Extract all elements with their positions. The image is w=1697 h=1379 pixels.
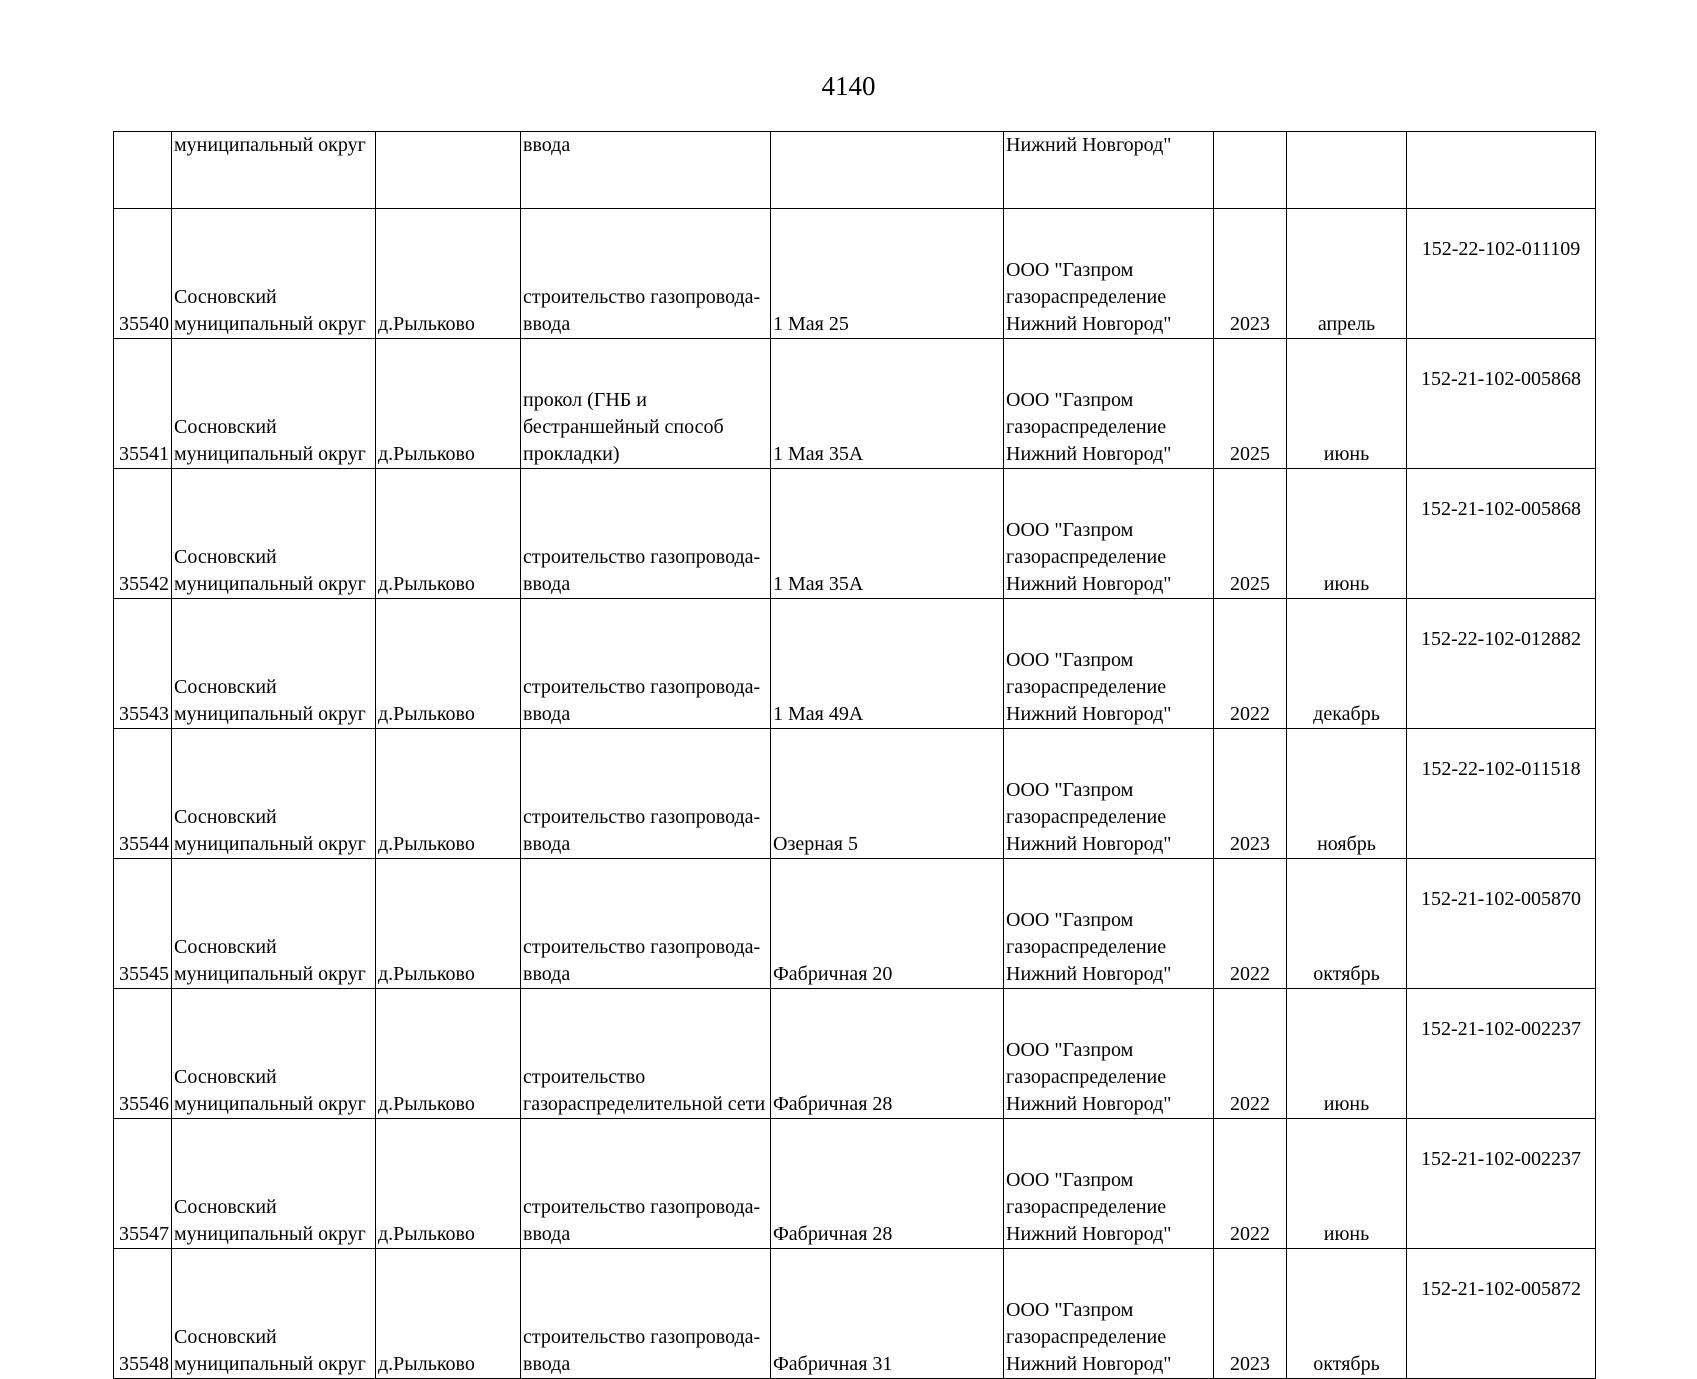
cell-code: 152-21-102-005870 bbox=[1407, 859, 1596, 989]
cell-year: 2023 bbox=[1214, 1249, 1287, 1379]
cell-address: 1 Мая 35А bbox=[771, 469, 1004, 599]
cell-work bbox=[521, 339, 771, 469]
table-row bbox=[114, 1249, 1596, 1379]
cell-month: июнь bbox=[1287, 339, 1407, 469]
cell-district-line: муниципальный округ bbox=[174, 963, 366, 985]
cell-district-line: муниципальный округ bbox=[174, 1093, 366, 1115]
cell-org bbox=[1004, 599, 1214, 729]
cell-year: 2022 bbox=[1214, 989, 1287, 1119]
cell-district bbox=[172, 339, 376, 469]
cell-work bbox=[521, 1119, 771, 1249]
cell-district-line: муниципальный округ bbox=[174, 313, 366, 335]
cell-address: 1 Мая 35А bbox=[771, 339, 1004, 469]
cell-district-line: Сосновский bbox=[174, 546, 277, 568]
cell-month: июнь bbox=[1287, 469, 1407, 599]
cell-settlement: д.Рыльково bbox=[376, 1249, 521, 1379]
cell-address: Фабричная 28 bbox=[771, 1119, 1004, 1249]
cell-district-line: муниципальный округ bbox=[174, 443, 366, 465]
table-row bbox=[114, 1119, 1596, 1249]
cell-settlement: д.Рыльково bbox=[376, 469, 521, 599]
table-row bbox=[114, 339, 1596, 469]
cell-org bbox=[1004, 1249, 1214, 1379]
cell-num: 35542 bbox=[114, 469, 172, 599]
cell-settlement: д.Рыльково bbox=[376, 729, 521, 859]
cell-district-line: Сосновский bbox=[174, 1326, 277, 1348]
cell-org-line: ООО "Газпром bbox=[1006, 649, 1134, 671]
cell-district bbox=[172, 469, 376, 599]
cell-org-line: ООО "Газпром bbox=[1006, 389, 1134, 411]
cell-org-line: Нижний Новгород" bbox=[1006, 1353, 1172, 1375]
cell-district bbox=[172, 1119, 376, 1249]
cell-org-line: газораспределение bbox=[1006, 546, 1167, 568]
cell-district bbox=[172, 599, 376, 729]
table-body bbox=[114, 132, 1596, 1379]
cell-org-line: ООО "Газпром bbox=[1006, 1299, 1134, 1321]
table-row bbox=[114, 989, 1596, 1119]
table-row bbox=[114, 469, 1596, 599]
cell-address: 1 Мая 49А bbox=[771, 599, 1004, 729]
cell-org-line: ООО "Газпром bbox=[1006, 1169, 1134, 1191]
page-number: 4140 bbox=[821, 71, 876, 101]
cell-year: 2025 bbox=[1214, 469, 1287, 599]
cell-district-line: Сосновский bbox=[174, 936, 277, 958]
cell-num: 35540 bbox=[114, 209, 172, 339]
cell-code bbox=[1407, 132, 1596, 209]
cell-work-line: строительство bbox=[523, 1066, 646, 1088]
continuation-row bbox=[114, 132, 1596, 209]
cell-district-line: муниципальный округ bbox=[174, 573, 366, 595]
cell-month: октябрь bbox=[1287, 1249, 1407, 1379]
cell-district-line: Сосновский bbox=[174, 1066, 277, 1088]
cell-org-line: Нижний Новгород" bbox=[1006, 573, 1172, 595]
cell-org-line: Нижний Новгород" bbox=[1006, 963, 1172, 985]
cell-org bbox=[1004, 729, 1214, 859]
cell-org-line: Нижний Новгород" bbox=[1006, 443, 1172, 465]
cell-address: Фабричная 28 bbox=[771, 989, 1004, 1119]
cell-num: 35546 bbox=[114, 989, 172, 1119]
cell-work bbox=[521, 859, 771, 989]
cell-num: 35545 bbox=[114, 859, 172, 989]
cell-settlement bbox=[376, 132, 521, 209]
cell-district bbox=[172, 989, 376, 1119]
cell-work bbox=[521, 469, 771, 599]
cell-work-line: строительство газопровода- bbox=[523, 1326, 761, 1348]
cell-org bbox=[1004, 469, 1214, 599]
cell-month: апрель bbox=[1287, 209, 1407, 339]
cell-work bbox=[521, 209, 771, 339]
cell-address bbox=[771, 132, 1004, 209]
cell-work-line: газораспределительной сети bbox=[523, 1093, 766, 1115]
cell-org-line: Нижний Новгород" bbox=[1006, 833, 1172, 855]
cell-org bbox=[1004, 209, 1214, 339]
cell-org-line: Нижний Новгород" bbox=[1006, 1093, 1172, 1115]
cell-work-line: ввода bbox=[523, 963, 571, 985]
cell-month bbox=[1287, 132, 1407, 209]
cell-district-line: Сосновский bbox=[174, 676, 277, 698]
cell-work-line: ввода bbox=[523, 833, 571, 855]
cell-settlement: д.Рыльково bbox=[376, 859, 521, 989]
cell-work-line: строительство газопровода- bbox=[523, 546, 761, 568]
cell-code: 152-21-102-002237 bbox=[1407, 989, 1596, 1119]
cell-code: 152-22-102-011518 bbox=[1407, 729, 1596, 859]
cell-org-line: Нижний Новгород" bbox=[1006, 703, 1172, 725]
cell-org-line: газораспределение bbox=[1006, 806, 1167, 828]
cell-settlement: д.Рыльково bbox=[376, 989, 521, 1119]
cell-code: 152-21-102-005872 bbox=[1407, 1249, 1596, 1379]
cell-org-line: газораспределение bbox=[1006, 286, 1167, 308]
cell-work-line: прокладки) bbox=[523, 443, 620, 465]
cell-address: Фабричная 20 bbox=[771, 859, 1004, 989]
cell-org-line: ООО "Газпром bbox=[1006, 259, 1134, 281]
cell-settlement: д.Рыльково bbox=[376, 209, 521, 339]
cell-district-line: Сосновский bbox=[174, 286, 277, 308]
cell-code: 152-21-102-005868 bbox=[1407, 339, 1596, 469]
cell-year: 2022 bbox=[1214, 1119, 1287, 1249]
cell-month: июнь bbox=[1287, 989, 1407, 1119]
cell-work-line: бестраншейный способ bbox=[523, 416, 724, 438]
cell-work bbox=[521, 729, 771, 859]
table-row bbox=[114, 729, 1596, 859]
cell-district-line: муниципальный округ bbox=[174, 703, 366, 725]
cell-num: 35541 bbox=[114, 339, 172, 469]
cell-work bbox=[521, 599, 771, 729]
cell-org: Нижний Новгород" bbox=[1004, 132, 1214, 209]
cell-org-line: Нижний Новгород" bbox=[1006, 1223, 1172, 1245]
cell-work-line: ввода bbox=[523, 703, 571, 725]
cell-year bbox=[1214, 132, 1287, 209]
cell-district-line: Сосновский bbox=[174, 416, 277, 438]
table-row bbox=[114, 599, 1596, 729]
cell-org-line: газораспределение bbox=[1006, 1196, 1167, 1218]
cell-district-line: Сосновский bbox=[174, 1196, 277, 1218]
cell-year: 2023 bbox=[1214, 209, 1287, 339]
cell-district bbox=[172, 209, 376, 339]
cell-district-line: муниципальный округ bbox=[174, 1223, 366, 1245]
cell-work: ввода bbox=[521, 132, 771, 209]
cell-address: Фабричная 31 bbox=[771, 1249, 1004, 1379]
cell-work-line: ввода bbox=[523, 1353, 571, 1375]
cell-settlement: д.Рыльково bbox=[376, 339, 521, 469]
cell-work-line: ввода bbox=[523, 1223, 571, 1245]
cell-org-line: ООО "Газпром bbox=[1006, 779, 1134, 801]
gasification-table bbox=[113, 131, 1596, 1379]
cell-org bbox=[1004, 1119, 1214, 1249]
cell-work-line: строительство газопровода- bbox=[523, 806, 761, 828]
cell-org-line: газораспределение bbox=[1006, 1326, 1167, 1348]
cell-org-line: газораспределение bbox=[1006, 936, 1167, 958]
cell-address: 1 Мая 25 bbox=[771, 209, 1004, 339]
cell-work-line: ввода bbox=[523, 313, 571, 335]
cell-work-line: строительство газопровода- bbox=[523, 1196, 761, 1218]
cell-year: 2022 bbox=[1214, 599, 1287, 729]
cell-year: 2023 bbox=[1214, 729, 1287, 859]
cell-org bbox=[1004, 859, 1214, 989]
cell-org bbox=[1004, 339, 1214, 469]
table-row bbox=[114, 859, 1596, 989]
cell-org bbox=[1004, 989, 1214, 1119]
cell-code: 152-22-102-012882 bbox=[1407, 599, 1596, 729]
cell-district-line: муниципальный округ bbox=[174, 1353, 366, 1375]
cell-district-line: муниципальный округ bbox=[174, 833, 366, 855]
cell-work-line: строительство газопровода- bbox=[523, 936, 761, 958]
cell-month: декабрь bbox=[1287, 599, 1407, 729]
cell-num: 35543 bbox=[114, 599, 172, 729]
cell-org-line: ООО "Газпром bbox=[1006, 909, 1134, 931]
cell-org-line: газораспределение bbox=[1006, 1066, 1167, 1088]
cell-org-line: ООО "Газпром bbox=[1006, 1039, 1134, 1061]
cell-month: ноябрь bbox=[1287, 729, 1407, 859]
cell-district bbox=[172, 1249, 376, 1379]
cell-code: 152-21-102-002237 bbox=[1407, 1119, 1596, 1249]
cell-year: 2025 bbox=[1214, 339, 1287, 469]
cell-district bbox=[172, 859, 376, 989]
cell-code: 152-21-102-005868 bbox=[1407, 469, 1596, 599]
cell-settlement: д.Рыльково bbox=[376, 599, 521, 729]
cell-month: октябрь bbox=[1287, 859, 1407, 989]
cell-work-line: строительство газопровода- bbox=[523, 286, 761, 308]
cell-work bbox=[521, 989, 771, 1119]
cell-work bbox=[521, 1249, 771, 1379]
cell-num: 35548 bbox=[114, 1249, 172, 1379]
cell-code: 152-22-102-011109 bbox=[1407, 209, 1596, 339]
cell-work-line: строительство газопровода- bbox=[523, 676, 761, 698]
cell-org-line: Нижний Новгород" bbox=[1006, 313, 1172, 335]
cell-district-line: Сосновский bbox=[174, 806, 277, 828]
cell-work-line: ввода bbox=[523, 573, 571, 595]
cell-org-line: ООО "Газпром bbox=[1006, 519, 1134, 541]
cell-num: 35547 bbox=[114, 1119, 172, 1249]
cell-work-line: прокол (ГНБ и bbox=[523, 389, 647, 411]
cell-month: июнь bbox=[1287, 1119, 1407, 1249]
cell-settlement: д.Рыльково bbox=[376, 1119, 521, 1249]
cell-org-line: газораспределение bbox=[1006, 416, 1167, 438]
cell-num bbox=[114, 132, 172, 209]
cell-year: 2022 bbox=[1214, 859, 1287, 989]
table-row bbox=[114, 209, 1596, 339]
cell-num: 35544 bbox=[114, 729, 172, 859]
cell-org-line: газораспределение bbox=[1006, 676, 1167, 698]
cell-district bbox=[172, 729, 376, 859]
cell-district: муниципальный округ bbox=[172, 132, 376, 209]
cell-address: Озерная 5 bbox=[771, 729, 1004, 859]
